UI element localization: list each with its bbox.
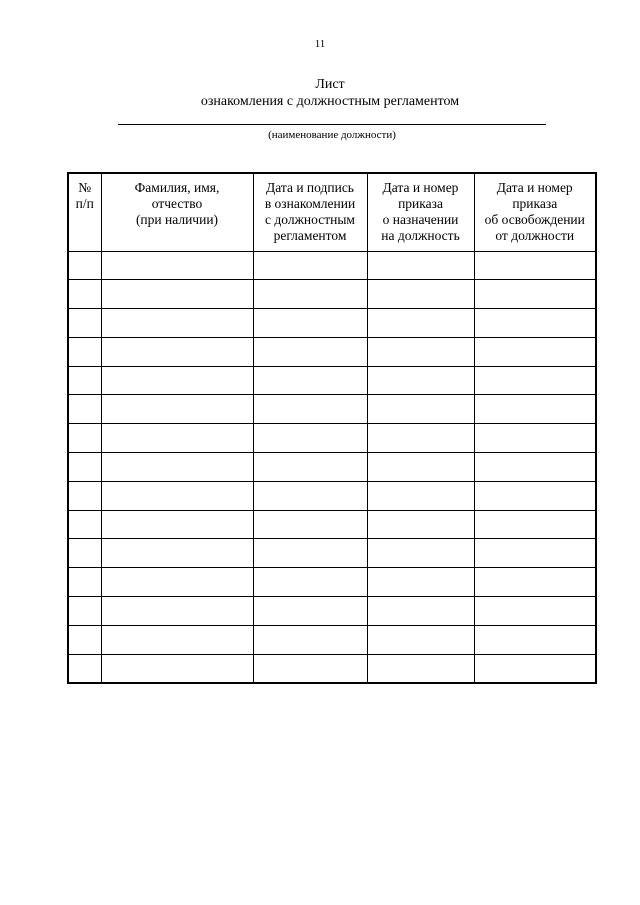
table-cell[interactable] [367, 395, 474, 424]
table-cell[interactable] [367, 481, 474, 510]
position-name-line [118, 124, 546, 125]
table-cell[interactable] [101, 280, 253, 309]
table-cell[interactable] [474, 251, 596, 280]
table-cell[interactable] [474, 597, 596, 626]
table-cell[interactable] [253, 510, 367, 539]
table-cell[interactable] [474, 481, 596, 510]
header-full-name: Фамилия, имя, отчество (при наличии) [101, 173, 253, 251]
table-cell[interactable] [68, 654, 101, 683]
table-cell[interactable] [253, 625, 367, 654]
table-cell[interactable] [474, 453, 596, 482]
table-row [68, 424, 596, 453]
table-cell[interactable] [253, 337, 367, 366]
table-cell[interactable] [253, 597, 367, 626]
table-row [68, 395, 596, 424]
table-cell[interactable] [68, 424, 101, 453]
table-cell[interactable] [101, 453, 253, 482]
table-cell[interactable] [367, 510, 474, 539]
table-cell[interactable] [101, 366, 253, 395]
table-row [68, 625, 596, 654]
header-appointment-order: Дата и номер приказа о назначении на должность [367, 173, 474, 251]
table-cell[interactable] [68, 395, 101, 424]
table-cell[interactable] [101, 568, 253, 597]
table-cell[interactable] [367, 251, 474, 280]
table-cell[interactable] [101, 481, 253, 510]
table-row [68, 337, 596, 366]
table-cell[interactable] [253, 481, 367, 510]
table-cell[interactable] [68, 280, 101, 309]
table-cell[interactable] [367, 280, 474, 309]
table-cell[interactable] [101, 309, 253, 338]
table-cell[interactable] [253, 366, 367, 395]
table-cell[interactable] [367, 597, 474, 626]
table-cell[interactable] [367, 337, 474, 366]
table-cell[interactable] [367, 424, 474, 453]
table-cell[interactable] [474, 280, 596, 309]
document-title [0, 76, 640, 110]
table-cell[interactable] [253, 539, 367, 568]
table-cell[interactable] [253, 280, 367, 309]
table-cell[interactable] [367, 539, 474, 568]
table-row [68, 568, 596, 597]
table-cell[interactable] [474, 568, 596, 597]
table-cell[interactable] [101, 424, 253, 453]
table-cell[interactable] [68, 366, 101, 395]
table-cell[interactable] [367, 654, 474, 683]
table-row [68, 510, 596, 539]
position-caption: (наименование должности) [268, 129, 396, 141]
table-cell[interactable] [474, 424, 596, 453]
table-cell[interactable] [474, 510, 596, 539]
table-cell[interactable] [68, 510, 101, 539]
header-signature-date: Дата и подпись в ознакомлении с должностным регламентом [253, 173, 367, 251]
table-cell[interactable] [253, 309, 367, 338]
table-cell[interactable] [474, 395, 596, 424]
table-cell[interactable] [367, 625, 474, 654]
table-cell[interactable] [68, 568, 101, 597]
table-cell[interactable] [101, 597, 253, 626]
table-cell[interactable] [68, 251, 101, 280]
table-cell[interactable] [367, 309, 474, 338]
table-row [68, 251, 596, 280]
table-cell[interactable] [253, 424, 367, 453]
table-cell[interactable] [68, 309, 101, 338]
table-cell[interactable] [101, 395, 253, 424]
table-cell[interactable] [101, 654, 253, 683]
table-row [68, 309, 596, 338]
title-line-2: ознакомления с должностным регламентом [200, 94, 460, 109]
table-cell[interactable] [68, 597, 101, 626]
table-cell[interactable] [68, 539, 101, 568]
table-row [68, 481, 596, 510]
table-row [68, 453, 596, 482]
table-row [68, 597, 596, 626]
table-row [68, 280, 596, 309]
table-cell[interactable] [101, 337, 253, 366]
table-cell[interactable] [367, 568, 474, 597]
table-cell[interactable] [101, 625, 253, 654]
table-cell[interactable] [68, 453, 101, 482]
table-cell[interactable] [367, 453, 474, 482]
table-cell[interactable] [101, 510, 253, 539]
table-cell[interactable] [367, 366, 474, 395]
table-cell[interactable] [253, 568, 367, 597]
table-row [68, 539, 596, 568]
table-cell[interactable] [68, 337, 101, 366]
table-cell[interactable] [101, 539, 253, 568]
table-row [68, 366, 596, 395]
table-cell[interactable] [253, 251, 367, 280]
header-dismissal-order: Дата и номер приказа об освобождении от должности [474, 173, 596, 251]
title-line-1: Лист [315, 77, 345, 92]
table-cell[interactable] [474, 654, 596, 683]
table-cell[interactable] [253, 453, 367, 482]
table-cell[interactable] [474, 539, 596, 568]
table-cell[interactable] [474, 366, 596, 395]
table-row [68, 654, 596, 683]
table-cell[interactable] [474, 337, 596, 366]
table-cell[interactable] [68, 481, 101, 510]
table-body [68, 251, 596, 683]
table-cell[interactable] [474, 625, 596, 654]
table-header-row [68, 173, 596, 251]
table-cell[interactable] [474, 309, 596, 338]
table-cell[interactable] [101, 251, 253, 280]
header-number: № п/п [68, 173, 101, 251]
table-cell[interactable] [253, 395, 367, 424]
acquaintance-table [67, 172, 597, 684]
page-number: 11 [314, 38, 326, 50]
table-cell[interactable] [68, 625, 101, 654]
table-cell[interactable] [253, 654, 367, 683]
